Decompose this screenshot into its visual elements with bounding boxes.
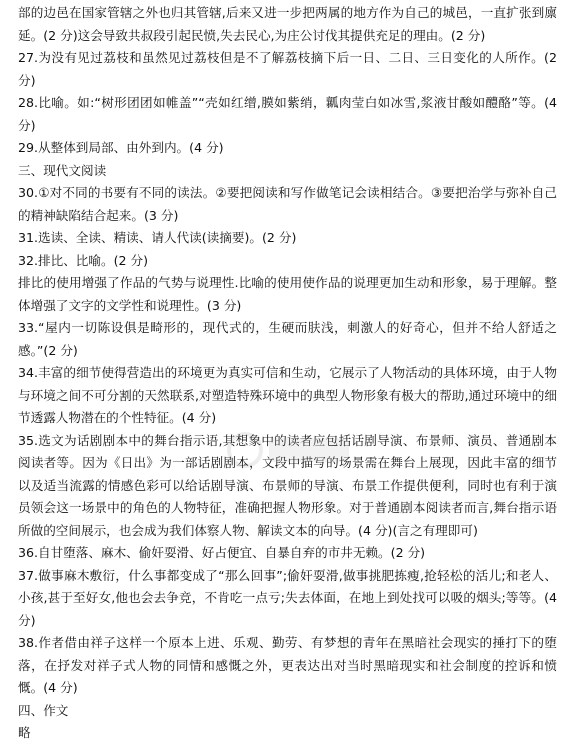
- answer-33: 33.“屋内一切陈设俱是畸形的，现代式的，生硬而肤浅，刺激人的好奇心，但并不给人舒适之感。”(2 分): [18, 320, 557, 358]
- answer-35: 35.选文为话剧剧本中的舞台指示语,其想象中的读者应包括话剧导演、布景师、演员、普通剧本阅读者等。因为《日出》为一部话剧剧本，文段中描写的场景需在舞台上展现，因此丰富的细节以及适当流露的情感色彩可以给话剧导演、布景师的导演、布景工作提供便利，同时也有利于演员领会这一场景中的角色的人物特征，准确把握人物形象。对于普通剧本阅读者而言,舞台指示语所做的空间展示，也会成为我们体察人物、解读文本的向导。(4 分)(言之有理即可): [18, 432, 557, 538]
- answer-32-explanation: 排比的使用增强了作品的气势与说理性.比喻的使用使作品的说理更加生动和形象，易于理解。整体增强了文字的文学性和说理性。(3 分): [18, 275, 557, 313]
- section-heading-modern-reading: 三、现代文阅读: [18, 162, 107, 178]
- answer-26-continuation: 部的边邑在国家管辖之外也归其管辖,后来又进一步把两属的地方作为自己的城邑，一直扩张到廪延。(2 分)这会导致共叔段引起民愤,失去民心,为庄公讨伐其提供充足的理由。(2 分): [18, 5, 557, 43]
- answer-27: 27.为没有见过荔枝和虽然见过荔枝但是不了解荔枝摘下后一日、二日、三日变化的人所作。(2 分): [18, 50, 557, 88]
- answer-34: 34.丰富的细节使得营造出的环境更为真实可信和生动，它展示了人物活动的具体环境，由于人物与环境之间不可分割的天然联系,对塑造特殊环境中的典型人物形象有极大的帮助,通过环境中的细节透露人物潜在的个性特征。(4 分): [18, 365, 557, 425]
- answer-29: 29.从整体到局部、由外到内。(4 分): [18, 140, 224, 155]
- answer-38: 38.作者借由祥子这样一个原本上进、乐观、勤劳、有梦想的青年在黑暗社会现实的捶打下的堕落，在抒发对祥子式人物的同情和感慨之外，更表达出对当时黑暗现实和社会制度的控诉和愤慨。(4 分): [18, 635, 557, 695]
- answer-37: 37.做事麻木敷衍，什么事都变成了“那么回事”;偷奸耍滑,做事挑肥拣瘦,抢轻松的活儿;和老人、小孩,甚于至好女,他也会去争竞，不肯吃一点亏;失去体面，在地上到处找可以吸的烟头;等等。(4 分): [18, 567, 557, 628]
- composition-answer: 略: [18, 725, 31, 740]
- answer-28: 28.比喻。如:“树形团团如帷盖”“壳如红缯,膜如紫绡，瓤肉莹白如冰雪,浆液甘酸如醴酪”等。(4 分): [18, 95, 557, 133]
- answer-32: 32.排比、比喻。(2 分): [18, 252, 149, 268]
- answer-30: 30.①对不同的书要有不同的读法。②要把阅读和写作做笔记会读相结合。③要把治学与弥补自己的精神缺陷结合起来。(3 分): [18, 185, 557, 223]
- answer-31: 31.选读、全读、精读、请人代读(读摘要)。(2 分): [18, 230, 297, 245]
- section-heading-composition: 四、作文: [18, 702, 69, 718]
- answer-36: 36.自甘堕落、麻木、偷奸耍滑、好占便宜、自暴自弃的市井无赖。(2 分): [18, 545, 426, 560]
